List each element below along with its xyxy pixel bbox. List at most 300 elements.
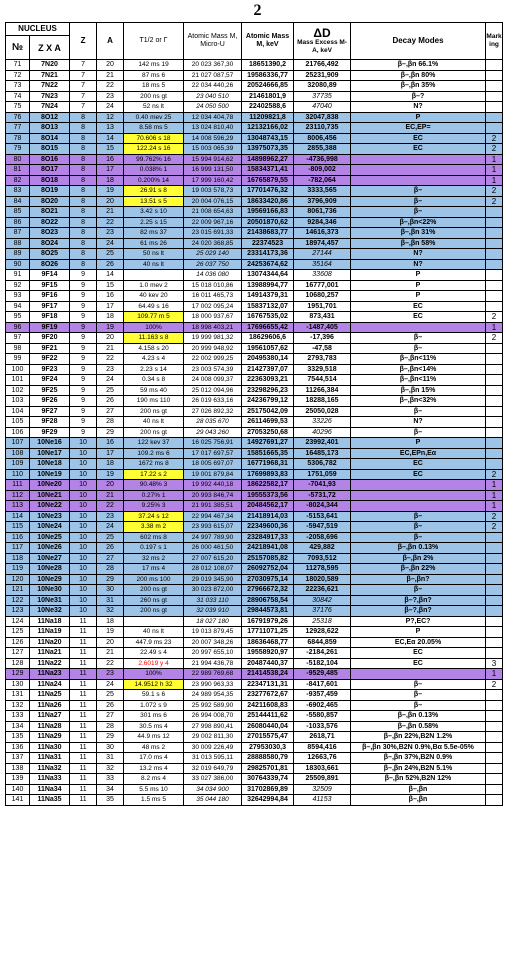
- z-cell: 9: [70, 417, 97, 428]
- nuclide-cell: 10Ne23: [30, 511, 70, 522]
- atomic-mass-u-cell: 20 007 348,26: [184, 637, 242, 648]
- mass-excess-cell: 33226: [294, 417, 351, 428]
- row-number-cell: 88: [6, 238, 30, 249]
- nuclide-cell: 7N23: [30, 91, 70, 102]
- a-cell: 22: [97, 501, 124, 512]
- atomic-mass-kev-cell: 24218941,08: [242, 543, 294, 554]
- a-cell: 21: [97, 648, 124, 659]
- z-cell: 9: [70, 312, 97, 323]
- row-number-cell: 78: [6, 133, 30, 144]
- a-cell: 14: [97, 270, 124, 281]
- table-row: [6, 91, 503, 102]
- marking-cell: [486, 637, 503, 648]
- row-number-cell: 72: [6, 70, 30, 81]
- table-row: [6, 522, 503, 533]
- marking-cell: 1: [486, 165, 503, 176]
- row-number-cell: 129: [6, 669, 30, 680]
- mass-excess-cell: 32509: [294, 784, 351, 795]
- decay-mode-cell: β–,βn: [351, 795, 486, 806]
- z-cell: 11: [70, 648, 97, 659]
- atomic-mass-kev-cell: 20484562,17: [242, 501, 294, 512]
- marking-cell: [486, 364, 503, 375]
- row-number-cell: 83: [6, 186, 30, 197]
- atomic-mass-kev-cell: 13988994,77: [242, 280, 294, 291]
- halflife-cell: 602 ms 8: [124, 532, 184, 543]
- marking-cell: [486, 228, 503, 239]
- atomic-mass-kev-header: Atomic Mass M, keV: [242, 23, 294, 60]
- table-row: [6, 480, 503, 491]
- z-cell: 11: [70, 711, 97, 722]
- z-cell: 7: [70, 81, 97, 92]
- table-row: [6, 207, 503, 218]
- halflife-header: T1/2 or Γ: [124, 23, 184, 60]
- z-cell: 8: [70, 175, 97, 186]
- mass-excess-cell: -47,58: [294, 343, 351, 354]
- a-cell: 23: [97, 511, 124, 522]
- halflife-cell: 40 ns lt: [124, 417, 184, 428]
- a-cell: 25: [97, 249, 124, 260]
- decay-mode-cell: β–,βn<11%: [351, 375, 486, 386]
- decay-mode-cell: β–,βn 0.13%: [351, 543, 486, 554]
- atomic-mass-u-cell: 29 043 260: [184, 427, 242, 438]
- z-cell: 10: [70, 511, 97, 522]
- a-cell: 24: [97, 375, 124, 386]
- a-cell: 14: [97, 133, 124, 144]
- nuclide-cell: 8O23: [30, 228, 70, 239]
- decay-header: Decay Modes: [351, 23, 486, 60]
- z-cell: 11: [70, 637, 97, 648]
- halflife-cell: 200 ns gt: [124, 91, 184, 102]
- halflife-cell: 59.1 s 6: [124, 690, 184, 701]
- mass-excess-cell: -2184,261: [294, 648, 351, 659]
- row-number-cell: 136: [6, 742, 30, 753]
- mass-excess-cell: 8006,456: [294, 133, 351, 144]
- mass-excess-cell: 3333,565: [294, 186, 351, 197]
- decay-mode-cell: β–,βn 58%: [351, 238, 486, 249]
- nuclide-cell: 8O17: [30, 165, 70, 176]
- zxa-header: Z X A: [30, 36, 70, 60]
- atomic-mass-kev-cell: 25175042,09: [242, 406, 294, 417]
- z-cell: 8: [70, 186, 97, 197]
- z-cell: 8: [70, 154, 97, 165]
- z-cell: 9: [70, 364, 97, 375]
- mass-excess-cell: 35164: [294, 259, 351, 270]
- atomic-mass-kev-cell: 22347131,31: [242, 679, 294, 690]
- row-number-cell: 114: [6, 511, 30, 522]
- halflife-cell: 99.762% 16: [124, 154, 184, 165]
- row-number-cell: 105: [6, 417, 30, 428]
- marking-cell: 1: [486, 490, 503, 501]
- nuclide-cell: 10Ne27: [30, 553, 70, 564]
- marking-cell: [486, 700, 503, 711]
- z-cell: 8: [70, 259, 97, 270]
- mass-excess-cell: 16777,001: [294, 280, 351, 291]
- mass-excess-cell: 18288,165: [294, 396, 351, 407]
- marking-cell: [486, 91, 503, 102]
- nuclide-cell: 9F27: [30, 406, 70, 417]
- marking-cell: [486, 690, 503, 701]
- table-row: [6, 228, 503, 239]
- mass-excess-cell: 12928,622: [294, 627, 351, 638]
- row-number-cell: 124: [6, 616, 30, 627]
- a-cell: 26: [97, 259, 124, 270]
- mass-excess-cell: -7041,93: [294, 480, 351, 491]
- mass-excess-cell: -9357,459: [294, 690, 351, 701]
- mass-excess-cell: -4736,998: [294, 154, 351, 165]
- row-number-cell: 77: [6, 123, 30, 134]
- table-row: [6, 732, 503, 743]
- table-row: [6, 438, 503, 449]
- atomic-mass-kev-cell: 14898962,27: [242, 154, 294, 165]
- atomic-mass-kev-cell: 23298296,23: [242, 385, 294, 396]
- atomic-mass-u-cell: 13 024 810,40: [184, 123, 242, 134]
- a-cell: 26: [97, 396, 124, 407]
- z-cell: 9: [70, 406, 97, 417]
- row-number-cell: 92: [6, 280, 30, 291]
- a-cell: 23: [97, 364, 124, 375]
- z-cell: 7: [70, 70, 97, 81]
- mass-excess-cell: -6902,465: [294, 700, 351, 711]
- atomic-mass-u-cell: 20 023 367,30: [184, 60, 242, 71]
- row-number-cell: 90: [6, 259, 30, 270]
- halflife-cell: 9.25% 3: [124, 501, 184, 512]
- atomic-mass-u-cell: 14 008 596,29: [184, 133, 242, 144]
- nuclide-cell: 10Ne19: [30, 469, 70, 480]
- decay-mode-cell: P: [351, 291, 486, 302]
- atomic-mass-kev-cell: 14914379,31: [242, 291, 294, 302]
- marking-cell: [486, 711, 503, 722]
- row-number-cell: 139: [6, 774, 30, 785]
- atomic-mass-u-cell: 15 018 010,86: [184, 280, 242, 291]
- row-number-cell: 80: [6, 154, 30, 165]
- atomic-mass-kev-cell: 21461801,9: [242, 91, 294, 102]
- a-cell: 26: [97, 543, 124, 554]
- mass-excess-cell: -5153,641: [294, 511, 351, 522]
- decay-mode-cell: β–,βn?: [351, 574, 486, 585]
- nuclide-cell: 11Na34: [30, 784, 70, 795]
- atomic-mass-u-cell: 21 991 385,51: [184, 501, 242, 512]
- decay-mode-cell: EC: [351, 312, 486, 323]
- nuclide-cell: 7N24: [30, 102, 70, 113]
- mass-excess-cell: 18974,457: [294, 238, 351, 249]
- mass-excess-cell: -1487,405: [294, 322, 351, 333]
- atomic-mass-kev-cell: 25157085,82: [242, 553, 294, 564]
- table-row: [6, 616, 503, 627]
- z-cell: 8: [70, 249, 97, 260]
- decay-mode-cell: EC: [351, 459, 486, 470]
- halflife-cell: 8.58 ms 5: [124, 123, 184, 134]
- marking-cell: [486, 459, 503, 470]
- mass-excess-cell: 9284,346: [294, 217, 351, 228]
- atomic-mass-u-cell: 19 992 440,18: [184, 480, 242, 491]
- atomic-mass-u-cell: 25 029 140: [184, 249, 242, 260]
- nuclide-cell: 10Ne24: [30, 522, 70, 533]
- z-cell: 8: [70, 133, 97, 144]
- z-cell: 10: [70, 606, 97, 617]
- a-cell: 23: [97, 669, 124, 680]
- a-cell: 28: [97, 564, 124, 575]
- mass-excess-cell: 7093,512: [294, 553, 351, 564]
- halflife-cell: 90.48% 3: [124, 480, 184, 491]
- table-row: [6, 763, 503, 774]
- marking-cell: [486, 543, 503, 554]
- decay-mode-cell: β–: [351, 406, 486, 417]
- a-cell: 18: [97, 459, 124, 470]
- row-number-cell: 104: [6, 406, 30, 417]
- decay-mode-cell: β–: [351, 427, 486, 438]
- nuclide-cell: 8O25: [30, 249, 70, 260]
- z-cell: 10: [70, 585, 97, 596]
- halflife-cell: 190 ms 110: [124, 396, 184, 407]
- a-cell: 25: [97, 690, 124, 701]
- table-row: [6, 658, 503, 669]
- table-row: [6, 238, 503, 249]
- nuclide-cell: 10Ne29: [30, 574, 70, 585]
- nuclide-cell: 8O20: [30, 196, 70, 207]
- mass-excess-cell: 37176: [294, 606, 351, 617]
- z-cell: 11: [70, 784, 97, 795]
- a-cell: 20: [97, 196, 124, 207]
- atomic-mass-kev-cell: 23284917,33: [242, 532, 294, 543]
- atomic-mass-kev-cell: 32642994,84: [242, 795, 294, 806]
- atomic-mass-u-cell: 24 008 099,37: [184, 375, 242, 386]
- row-number-cell: 118: [6, 553, 30, 564]
- atomic-mass-kev-cell: 21418914,03: [242, 511, 294, 522]
- decay-mode-cell: β–?: [351, 91, 486, 102]
- atomic-mass-kev-cell: 19561057,62: [242, 343, 294, 354]
- z-cell: 9: [70, 291, 97, 302]
- marking-cell: 1: [486, 154, 503, 165]
- atomic-mass-kev-cell: 26092752,04: [242, 564, 294, 575]
- nuclide-cell: 10Ne17: [30, 448, 70, 459]
- decay-mode-cell: [351, 501, 486, 512]
- halflife-cell: 52 ns lt: [124, 102, 184, 113]
- z-cell: 11: [70, 669, 97, 680]
- halflife-cell: 1.0 mev 2: [124, 280, 184, 291]
- z-cell: 10: [70, 438, 97, 449]
- atomic-mass-kev-cell: 28906758,54: [242, 595, 294, 606]
- a-cell: 12: [97, 112, 124, 123]
- nuclide-cell: 11Na32: [30, 763, 70, 774]
- nuclide-cell: 8O21: [30, 207, 70, 218]
- mass-excess-cell: 14616,373: [294, 228, 351, 239]
- mass-excess-cell: 10680,257: [294, 291, 351, 302]
- row-number-cell: 99: [6, 354, 30, 365]
- mass-excess-cell: 41153: [294, 795, 351, 806]
- a-cell: 27: [97, 406, 124, 417]
- a-cell: 27: [97, 711, 124, 722]
- table-row: [6, 606, 503, 617]
- marking-cell: [486, 564, 503, 575]
- halflife-cell: 0.197 s 1: [124, 543, 184, 554]
- atomic-mass-kev-cell: 16771968,31: [242, 459, 294, 470]
- row-number-cell: 97: [6, 333, 30, 344]
- marking-cell: [486, 406, 503, 417]
- atomic-mass-u-cell: 34 034 900: [184, 784, 242, 795]
- halflife-cell: 0.200% 14: [124, 175, 184, 186]
- halflife-cell: 8.2 ms 4: [124, 774, 184, 785]
- table-row: [6, 543, 503, 554]
- decay-mode-cell: β–,βn 2%: [351, 553, 486, 564]
- row-number-cell: 93: [6, 291, 30, 302]
- halflife-cell: 17 ms 4: [124, 564, 184, 575]
- nuclide-cell: 8O24: [30, 238, 70, 249]
- decay-mode-cell: [351, 490, 486, 501]
- table-row: [6, 742, 503, 753]
- atomic-mass-u-cell: 17 999 160,42: [184, 175, 242, 186]
- nuclide-cell: 10Ne28: [30, 564, 70, 575]
- table-row: [6, 669, 503, 680]
- a-cell: 13: [97, 123, 124, 134]
- nucleus-header: NUCLEUS: [6, 23, 70, 36]
- row-number-cell: 96: [6, 322, 30, 333]
- halflife-cell: 82 ms 37: [124, 228, 184, 239]
- z-cell: 10: [70, 574, 97, 585]
- page-number: 2: [253, 2, 262, 19]
- z-cell: 10: [70, 543, 97, 554]
- atomic-mass-kev-cell: 24253674,62: [242, 259, 294, 270]
- row-number-cell: 84: [6, 196, 30, 207]
- marking-cell: 2: [486, 522, 503, 533]
- table-row: [6, 427, 503, 438]
- row-number-cell: 108: [6, 448, 30, 459]
- nuclide-cell: 10Ne21: [30, 490, 70, 501]
- atomic-mass-u-cell: 26 000 461,50: [184, 543, 242, 554]
- atomic-mass-u-cell: 30 009 226,49: [184, 742, 242, 753]
- halflife-cell: 14.9512 h 32: [124, 679, 184, 690]
- atomic-mass-u-cell: 19 003 578,73: [184, 186, 242, 197]
- nuclide-cell: 11Na30: [30, 742, 70, 753]
- halflife-cell: 122.24 s 16: [124, 144, 184, 155]
- marking-cell: 2: [486, 133, 503, 144]
- nuclide-cell: 10Ne30: [30, 585, 70, 596]
- decay-mode-cell: P: [351, 112, 486, 123]
- decay-mode-cell: [351, 322, 486, 333]
- atomic-mass-u-cell: 18 000 937,67: [184, 312, 242, 323]
- marking-header: Marking: [486, 23, 503, 60]
- z-cell: 9: [70, 385, 97, 396]
- marking-cell: 2: [486, 312, 503, 323]
- row-number-cell: 95: [6, 312, 30, 323]
- atomic-mass-u-cell: 26 019 633,16: [184, 396, 242, 407]
- marking-cell: [486, 784, 503, 795]
- atomic-mass-kev-cell: 20495380,14: [242, 354, 294, 365]
- atomic-mass-u-cell: 19 999 981,32: [184, 333, 242, 344]
- atomic-mass-u-cell: 33 027 386,00: [184, 774, 242, 785]
- atomic-mass-kev-cell: 22402588,6: [242, 102, 294, 113]
- table-row: [6, 343, 503, 354]
- atomic-mass-kev-cell: 20487440,37: [242, 658, 294, 669]
- mass-excess-label: Mass Excess M-A, keV: [297, 39, 347, 54]
- atomic-mass-kev-cell: 26114699,53: [242, 417, 294, 428]
- z-cell: 9: [70, 280, 97, 291]
- nuclide-cell: 8O22: [30, 217, 70, 228]
- marking-cell: [486, 207, 503, 218]
- atomic-mass-kev-cell: 27030975,14: [242, 574, 294, 585]
- atomic-mass-u-cell: 19 013 879,45: [184, 627, 242, 638]
- atomic-mass-kev-cell: 18622582,17: [242, 480, 294, 491]
- marking-cell: [486, 385, 503, 396]
- halflife-cell: 0.038% 1: [124, 165, 184, 176]
- mass-excess-cell: -5580,857: [294, 711, 351, 722]
- table-row: [6, 291, 503, 302]
- nuclide-cell: 9F29: [30, 427, 70, 438]
- table-row: [6, 459, 503, 470]
- z-cell: 11: [70, 732, 97, 743]
- a-cell: 20: [97, 333, 124, 344]
- a-cell: 16: [97, 291, 124, 302]
- marking-cell: 2: [486, 511, 503, 522]
- z-cell: 10: [70, 469, 97, 480]
- nuclide-cell: 7N20: [30, 60, 70, 71]
- atomic-mass-kev-cell: 16767535,02: [242, 312, 294, 323]
- atomic-mass-u-cell: 24 989 954,35: [184, 690, 242, 701]
- no-header: №: [6, 36, 30, 60]
- halflife-cell: 200 ns gt: [124, 585, 184, 596]
- z-cell: 9: [70, 396, 97, 407]
- nuclide-cell: 9F16: [30, 291, 70, 302]
- decay-mode-cell: EC: [351, 469, 486, 480]
- atomic-mass-kev-cell: 12132166,02: [242, 123, 294, 134]
- decay-mode-cell: P: [351, 627, 486, 638]
- marking-cell: [486, 280, 503, 291]
- table-row: [6, 679, 503, 690]
- marking-cell: [486, 438, 503, 449]
- a-cell: 21: [97, 343, 124, 354]
- a-cell: 29: [97, 574, 124, 585]
- nuclide-cell: 9F22: [30, 354, 70, 365]
- table-row: [6, 700, 503, 711]
- a-cell: 29: [97, 732, 124, 743]
- a-cell: 22: [97, 217, 124, 228]
- a-cell: 32: [97, 763, 124, 774]
- z-cell: 9: [70, 301, 97, 312]
- atomic-mass-kev-cell: 27015575,47: [242, 732, 294, 743]
- nuclide-cell: 8O12: [30, 112, 70, 123]
- decay-mode-cell: β–: [351, 511, 486, 522]
- row-number-cell: 106: [6, 427, 30, 438]
- nuclide-cell: 11Na20: [30, 637, 70, 648]
- nuclide-cell: 11Na26: [30, 700, 70, 711]
- z-cell: 9: [70, 333, 97, 344]
- atomic-mass-u-cell: 15 994 914,62: [184, 154, 242, 165]
- atomic-mass-kev-cell: 17711071,25: [242, 627, 294, 638]
- a-cell: 31: [97, 753, 124, 764]
- nuclide-cell: 8O19: [30, 186, 70, 197]
- row-number-cell: 126: [6, 637, 30, 648]
- mass-excess-cell: 18020,589: [294, 574, 351, 585]
- atomic-mass-kev-cell: 19558920,97: [242, 648, 294, 659]
- row-number-cell: 121: [6, 585, 30, 596]
- a-cell: 28: [97, 417, 124, 428]
- row-number-cell: 138: [6, 763, 30, 774]
- nuclide-cell: 11Na19: [30, 627, 70, 638]
- halflife-cell: 1672 ms 8: [124, 459, 184, 470]
- mass-excess-cell: 873,431: [294, 312, 351, 323]
- mass-excess-cell: 12663,76: [294, 753, 351, 764]
- atomic-mass-u-cell: 18 027 180: [184, 616, 242, 627]
- halflife-cell: 87 ms 6: [124, 70, 184, 81]
- halflife-cell: 3.42 s 10: [124, 207, 184, 218]
- atomic-mass-kev-cell: 16791979,26: [242, 616, 294, 627]
- a-cell: 30: [97, 742, 124, 753]
- decay-mode-cell: β–: [351, 333, 486, 344]
- atomic-mass-u-cell: 18 005 697,07: [184, 459, 242, 470]
- decay-mode-cell: EC,EPn,Eα: [351, 448, 486, 459]
- mass-excess-cell: 429,882: [294, 543, 351, 554]
- halflife-cell: 18 ms 5: [124, 81, 184, 92]
- marking-cell: [486, 595, 503, 606]
